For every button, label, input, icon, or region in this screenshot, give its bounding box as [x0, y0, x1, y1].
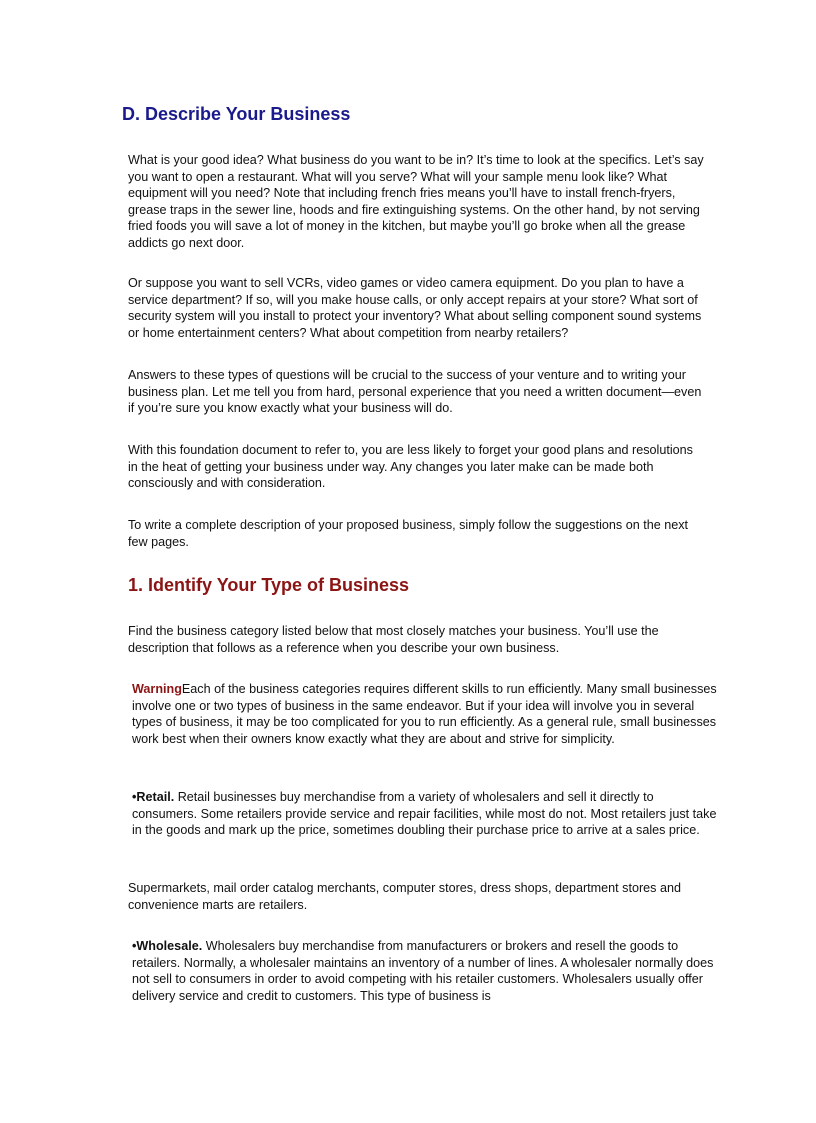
- retail-text: Retail businesses buy merchandise from a variety of wholesalers and sell it directly to consumers. Some retailers provide service and repair facilities, while most do not. Most retailers just take in the goods and mark up the price, sometimes doubling their purchase price to arrive at a sales price.: [132, 790, 717, 837]
- paragraph-crucial-answers: Answers to these types of questions will be crucial to the success of your venture and to writing your business plan. Let me tell you from hard, personal experience that you need a written document—even if you’re sure you know exactly what your business will do.: [128, 368, 702, 415]
- paragraph-complete-description: To write a complete description of your proposed business, simply follow the suggestions on the next few pages.: [128, 518, 689, 549]
- wholesale-term: •Wholesale.: [132, 939, 203, 953]
- wholesale-item: [132, 938, 722, 1004]
- paragraph-retail-examples: Supermarkets, mail order catalog merchants, computer stores, dress shops, department stores and convenience marts are retailers.: [128, 881, 681, 912]
- retail-item: [132, 789, 722, 839]
- wholesale-text: Wholesalers buy merchandise from manufacturers or brokers and resell the goods to retailers. Normally, a wholesaler maintains an inventory of a number of lines. A wholesaler normally does not sell to consumers in order to avoid competing with his retailer customers. Wholesalers usually offer delivery service and credit to customers. This type of business is: [132, 939, 714, 1003]
- warning-text: Each of the business categories requires different skills to run efficiently. Many small businesses involve one or two types of business in the same endeavor. But if your idea will involve you in several types of business, it may be too complicated for you to run efficiently. As a general rule, small businesses work best when their owners know exactly what they are about and strive for simplicity.: [132, 682, 717, 746]
- paragraph-foundation-document: With this foundation document to refer to, you are less likely to forget your good plans and resolutions in the heat of getting your business under way. Any changes you later make can be made both consciously and with consideration.: [128, 443, 693, 490]
- paragraph-good-idea: What is your good idea? What business do you want to be in? It’s time to look at the specifics. Let’s say you want to open a restaurant. What will you serve? What will your sample menu look like? What equipment will you need? Note that including french fries means you’ll have to install french-fryers, grease traps in the sewer line, hoods and fire extinguishing systems. On the other hand, by not serving fried foods you will save a lot of money in the kitchen, but maybe you’ll go broke when all the grease addicts go next door.: [128, 153, 704, 250]
- subsection-heading: 1. Identify Your Type of Business: [128, 575, 410, 595]
- section-heading: D. Describe Your Business: [122, 104, 351, 124]
- warning-note: [132, 681, 722, 747]
- retail-term: •Retail.: [132, 790, 175, 804]
- paragraph-find-category: Find the business category listed below that most closely matches your business. You’ll use the description that follows as a reference when you describe your own business.: [128, 624, 659, 655]
- paragraph-vcr-example: Or suppose you want to sell VCRs, video games or video camera equipment. Do you plan to have a service department? If so, will you make house calls, or only accept repairs at your store? What sort of security system will you install to protect your inventory? What about selling component sound systems or home entertainment centers? What about competition from nearby retailers?: [128, 276, 702, 340]
- warning-label: Warning: [132, 682, 182, 696]
